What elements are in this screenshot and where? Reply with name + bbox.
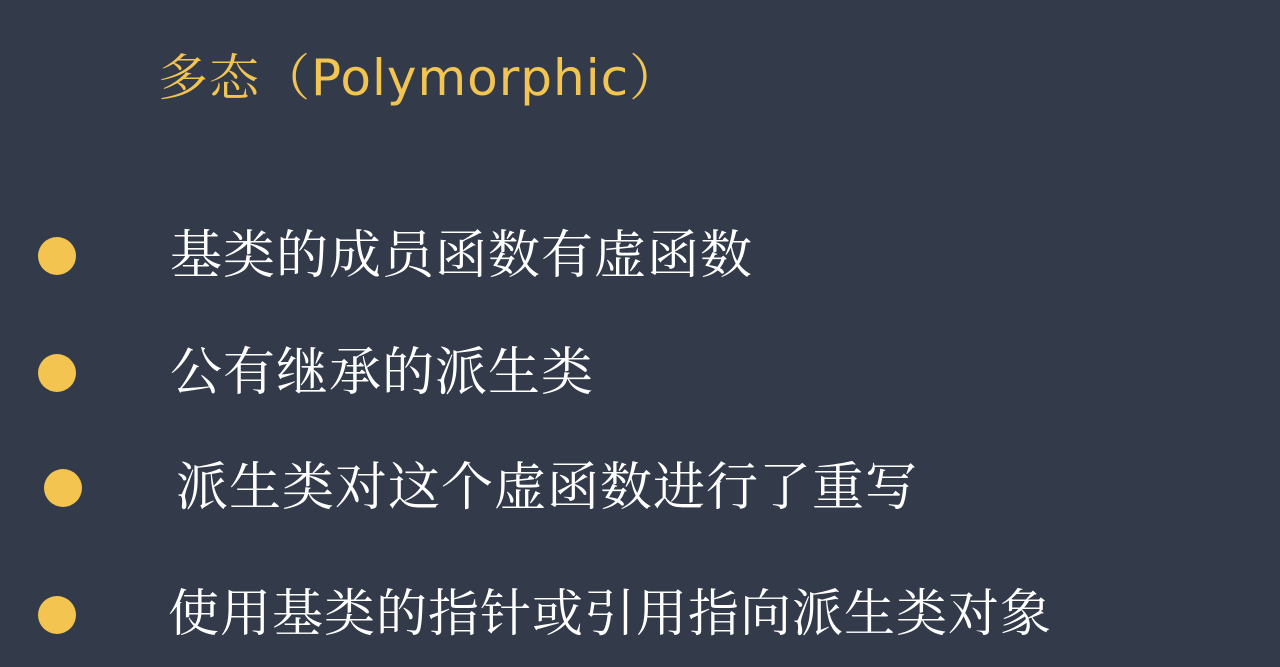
bullet-dot-icon (38, 596, 76, 634)
bullet-dot-icon (38, 354, 76, 392)
slide-title: 多态（Polymorphic） (158, 49, 681, 107)
bullet-dot-icon (44, 469, 82, 507)
bullet-item (0, 333, 1280, 413)
bullet-text: 派生类对这个虚函数进行了重写 (176, 458, 919, 518)
bullet-text: 使用基类的指针或引用指向派生类对象 (168, 585, 1053, 644)
bullet-item (0, 575, 1280, 655)
bullet-item (0, 216, 1280, 296)
bullet-text: 公有继承的派生类 (170, 343, 595, 403)
bullet-dot-icon (38, 237, 76, 275)
bullet-text: 基类的成员函数有虚函数 (170, 226, 754, 286)
bullet-item (0, 448, 1280, 528)
